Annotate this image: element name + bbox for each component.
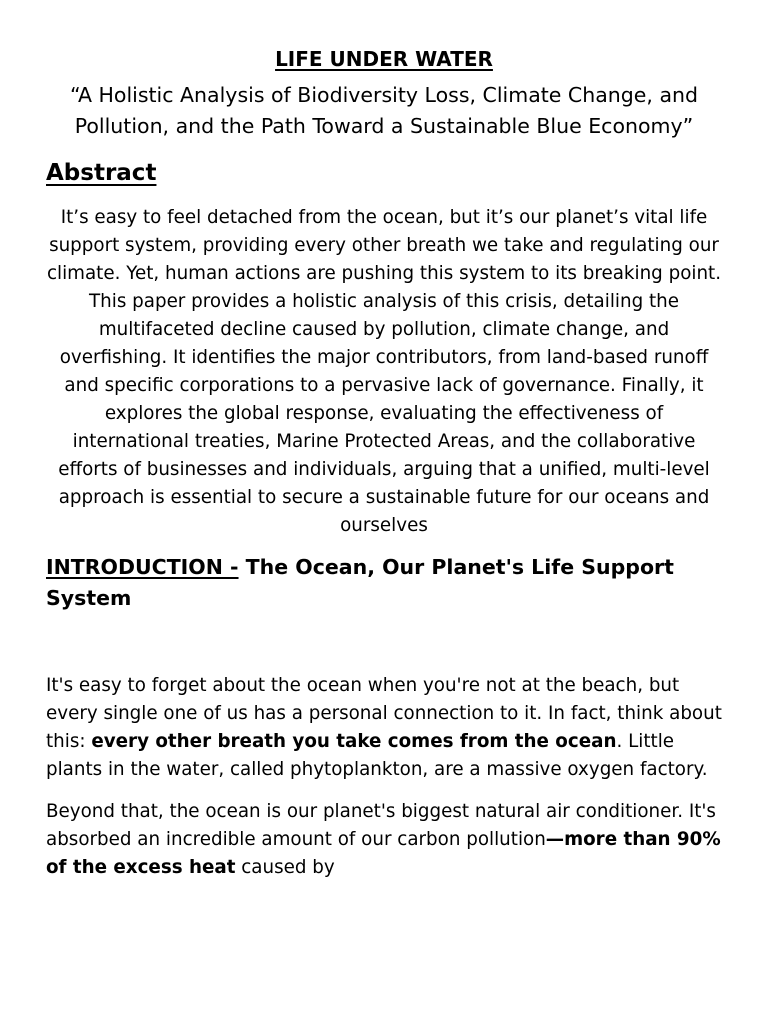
introduction-paragraph-1	[46, 672, 722, 784]
abstract-body: It’s easy to feel detached from the ocean, but it’s our planet’s vital life support system, providing every other breath we take and regulating our climate. Yet, human actions are pushing this system to its breaking point. This paper provides a holistic analysis of this crisis, detailing the multifaceted decline caused by pollution, climate change, and overfishing. It identifies the major contributors, from land-based runoff and specific corporations to a pervasive lack of governance. Finally, it explores the global response, evaluating the effectiveness of international treaties, Marine Protected Areas, and the collaborative efforts of businesses and individuals, arguing that a unified, multi-level approach is essential to secure a sustainable future for our oceans and ourselves	[46, 207, 722, 536]
introduction-heading	[46, 552, 722, 614]
paragraph-1-text-before: It's easy to forget about the ocean when you're not at the beach, but every single one of us has a personal connection to it. In fact, think about this:	[46, 675, 722, 752]
document-subtitle: “A Holistic Analysis of Biodiversity Loss, Climate Change, and Pollution, and the Path Toward a Sustainable Blue Economy”	[69, 83, 699, 138]
introduction-heading-lead: INTRODUCTION -	[46, 555, 239, 579]
abstract-heading: Abstract	[46, 160, 157, 186]
document-title	[46, 0, 722, 72]
paragraph-1-bold: every other breath you take comes from the ocean	[91, 731, 617, 752]
introduction-paragraph-2	[46, 798, 722, 882]
paragraph-2-bold: —more than 90% of the excess heat	[46, 829, 721, 878]
paragraph-2-text-before: Beyond that, the ocean is our planet's biggest natural air conditioner. It's absorbed an incredible amount of our carbon pollution	[46, 801, 716, 850]
paragraph-2-text-after: caused by	[235, 857, 335, 878]
document-title-text: LIFE UNDER WATER	[275, 47, 493, 71]
introduction-heading-rest: The Ocean, Our Planet's Life Support System	[46, 555, 674, 610]
paragraph-1-text-after: . Little plants in the water, called phytoplankton, are a massive oxygen factory.	[46, 731, 708, 780]
